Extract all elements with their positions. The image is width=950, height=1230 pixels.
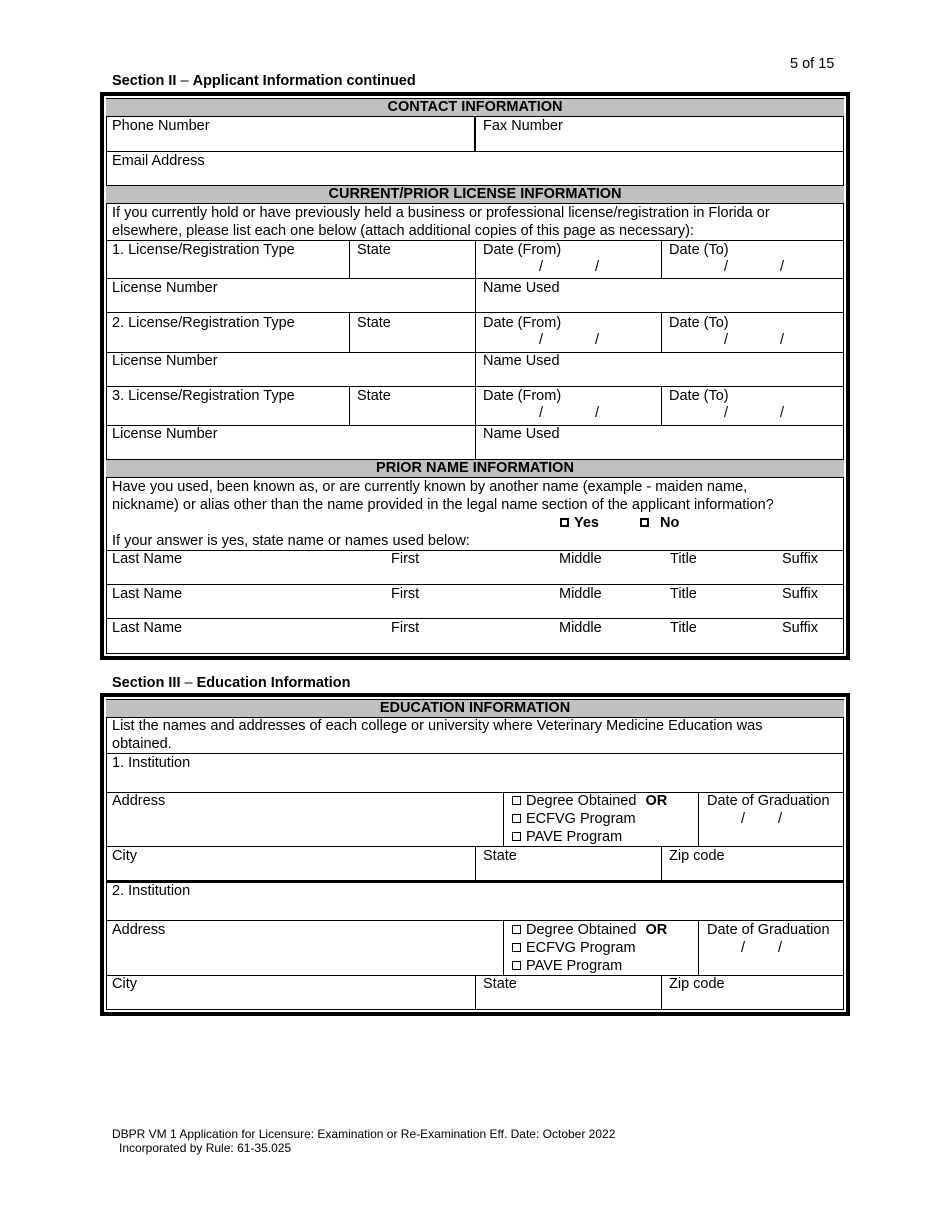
license-3-number-field[interactable]: License Number — [112, 426, 218, 442]
institution-1-city-field[interactable]: City — [112, 848, 137, 864]
degree-label: Degree Obtained — [526, 922, 637, 938]
prior-name-3-middle-field[interactable]: Middle — [559, 620, 602, 636]
license-instructions-line1: If you currently hold or have previously held a business or professional license/registration in Florida or — [112, 205, 770, 221]
institution-1-grad-date-field[interactable]: Date of Graduation — [707, 793, 830, 809]
institution-2-ecfvg-option[interactable] — [512, 940, 636, 957]
institution-2-city-field[interactable]: City — [112, 976, 137, 992]
license-3-date-from-slash-1: / — [539, 405, 544, 421]
prior-name-1-last-field[interactable]: Last Name — [112, 551, 183, 567]
phone-number-field[interactable]: Phone Number — [112, 118, 210, 134]
prior-name-1-suffix-field[interactable]: Suffix — [782, 551, 819, 567]
section-3-dash: – — [180, 675, 197, 691]
section-2-title — [112, 73, 416, 89]
license-2-date-to-slash-1: / — [724, 332, 729, 348]
degree-label: Degree Obtained — [526, 793, 637, 809]
license-2-date-to-slash-2: / — [780, 332, 785, 348]
institution-1-pave-option[interactable] — [512, 829, 622, 846]
institution-2-degree-option[interactable] — [512, 922, 667, 939]
institution-1-zip-field[interactable]: Zip code — [669, 848, 725, 864]
fax-number-field[interactable]: Fax Number — [483, 118, 563, 134]
prior-name-if-yes-text: If your answer is yes, state name or names used below: — [112, 533, 470, 549]
no-label: No — [660, 515, 680, 531]
prior-name-3-last-field[interactable]: Last Name — [112, 620, 183, 636]
license-3-name-used-field[interactable]: Name Used — [483, 426, 560, 442]
institution-1-degree-option[interactable] — [512, 793, 667, 810]
institution-2-zip-field[interactable]: Zip code — [669, 976, 725, 992]
prior-name-2-last-field[interactable]: Last Name — [112, 586, 183, 602]
license-2-date-to-field[interactable]: Date (To) — [669, 315, 729, 331]
license-2-name-used-field[interactable]: Name Used — [483, 353, 560, 369]
email-address-field[interactable]: Email Address — [112, 153, 205, 169]
license-2-date-from-slash-1: / — [539, 332, 544, 348]
license-1-date-from-slash-2: / — [595, 259, 600, 275]
section-3-title — [112, 675, 350, 691]
pave-label: PAVE Program — [526, 829, 623, 845]
license-3-type-field[interactable]: 3. License/Registration Type — [112, 388, 295, 404]
degree-checkbox-icon[interactable] — [512, 925, 521, 934]
institution-2-grad-slash-1: / — [741, 940, 746, 956]
section-3-label: Section III — [112, 675, 181, 691]
section-2-label: Section II — [112, 73, 177, 89]
license-1-date-to-slash-2: / — [780, 259, 785, 275]
section-2-dash: – — [176, 73, 193, 89]
pave-checkbox-icon[interactable] — [512, 832, 521, 841]
education-info-header: EDUCATION INFORMATION — [106, 699, 844, 718]
institution-1-grad-slash-1: / — [741, 811, 746, 827]
license-3-date-to-slash-1: / — [724, 405, 729, 421]
license-1-date-from-field[interactable]: Date (From) — [483, 242, 562, 258]
ecfvg-checkbox-icon[interactable] — [512, 943, 521, 952]
license-3-date-from-field[interactable]: Date (From) — [483, 388, 562, 404]
footer-form-id: DBPR VM 1 Application for Licensure: Examination or Re-Examination Eff. Date: October 2022 — [112, 1127, 616, 1141]
prior-name-1-first-field[interactable]: First — [391, 551, 420, 567]
institution-2-grad-date-field[interactable]: Date of Graduation — [707, 922, 830, 938]
pave-checkbox-icon[interactable] — [512, 961, 521, 970]
license-info-header: CURRENT/PRIOR LICENSE INFORMATION — [106, 185, 844, 204]
institution-1-field[interactable]: 1. Institution — [112, 755, 191, 771]
footer-rule: Incorporated by Rule: 61-35.025 — [119, 1141, 292, 1155]
prior-name-3-title-field[interactable]: Title — [670, 620, 697, 636]
license-3-state-field[interactable]: State — [357, 388, 391, 404]
ecfvg-label: ECFVG Program — [526, 811, 636, 827]
section-2-subtitle: Applicant Information continued — [192, 73, 416, 89]
license-instructions-line2: elsewhere, please list each one below (attach additional copies of this page as necessary): — [112, 223, 694, 239]
license-2-date-from-slash-2: / — [595, 332, 600, 348]
license-3-date-to-field[interactable]: Date (To) — [669, 388, 729, 404]
prior-name-question-line1: Have you used, been known as, or are currently known by another name (example - maiden name, — [112, 479, 748, 495]
education-instructions-line2: obtained. — [112, 736, 172, 752]
prior-name-1-title-field[interactable]: Title — [670, 551, 697, 567]
education-instructions-line1: List the names and addresses of each college or university where Veterinary Medicine Education was — [112, 718, 763, 734]
license-1-date-to-slash-1: / — [724, 259, 729, 275]
license-2-date-from-field[interactable]: Date (From) — [483, 315, 562, 331]
prior-name-no-option[interactable] — [640, 515, 679, 532]
license-1-date-from-slash-1: / — [539, 259, 544, 275]
prior-name-2-middle-field[interactable]: Middle — [559, 586, 602, 602]
ecfvg-label: ECFVG Program — [526, 940, 636, 956]
license-1-date-to-field[interactable]: Date (To) — [669, 242, 729, 258]
license-1-name-used-field[interactable]: Name Used — [483, 280, 560, 296]
institution-2-grad-slash-2: / — [778, 940, 783, 956]
or-label: OR — [645, 922, 668, 938]
license-1-state-field[interactable]: State — [357, 242, 391, 258]
institution-2-field[interactable]: 2. Institution — [112, 883, 191, 899]
institution-2-pave-option[interactable] — [512, 958, 622, 975]
institution-2-address-field[interactable]: Address — [112, 922, 166, 938]
prior-name-question-line2: nickname) or alias other than the name provided in the legal name section of the applicant information? — [112, 497, 774, 513]
prior-name-2-suffix-field[interactable]: Suffix — [782, 586, 819, 602]
no-checkbox-icon[interactable] — [640, 518, 649, 527]
prior-name-1-middle-field[interactable]: Middle — [559, 551, 602, 567]
institution-1-state-field[interactable]: State — [483, 848, 517, 864]
prior-name-3-first-field[interactable]: First — [391, 620, 420, 636]
yes-label: Yes — [574, 515, 599, 531]
institution-1-grad-slash-2: / — [778, 811, 783, 827]
prior-name-2-first-field[interactable]: First — [391, 586, 420, 602]
license-1-number-field[interactable]: License Number — [112, 280, 218, 296]
license-3-date-from-slash-2: / — [595, 405, 600, 421]
pave-label: PAVE Program — [526, 958, 623, 974]
institution-1-address-field[interactable]: Address — [112, 793, 166, 809]
license-2-number-field[interactable]: License Number — [112, 353, 218, 369]
degree-checkbox-icon[interactable] — [512, 796, 521, 805]
or-label: OR — [645, 793, 668, 809]
page-number: 5 of 15 — [790, 56, 835, 72]
section-3-subtitle: Education Information — [196, 675, 351, 691]
prior-name-3-suffix-field[interactable]: Suffix — [782, 620, 819, 636]
license-1-type-field[interactable]: 1. License/Registration Type — [112, 242, 295, 258]
prior-name-yes-option[interactable] — [560, 515, 599, 532]
yes-checkbox-icon[interactable] — [560, 518, 569, 527]
contact-info-header: CONTACT INFORMATION — [106, 98, 844, 117]
license-2-type-field[interactable]: 2. License/Registration Type — [112, 315, 295, 331]
license-3-date-to-slash-2: / — [780, 405, 785, 421]
ecfvg-checkbox-icon[interactable] — [512, 814, 521, 823]
prior-name-header: PRIOR NAME INFORMATION — [106, 459, 844, 478]
prior-name-2-title-field[interactable]: Title — [670, 586, 697, 602]
institution-1-ecfvg-option[interactable] — [512, 811, 636, 828]
institution-2-state-field[interactable]: State — [483, 976, 517, 992]
license-2-state-field[interactable]: State — [357, 315, 391, 331]
